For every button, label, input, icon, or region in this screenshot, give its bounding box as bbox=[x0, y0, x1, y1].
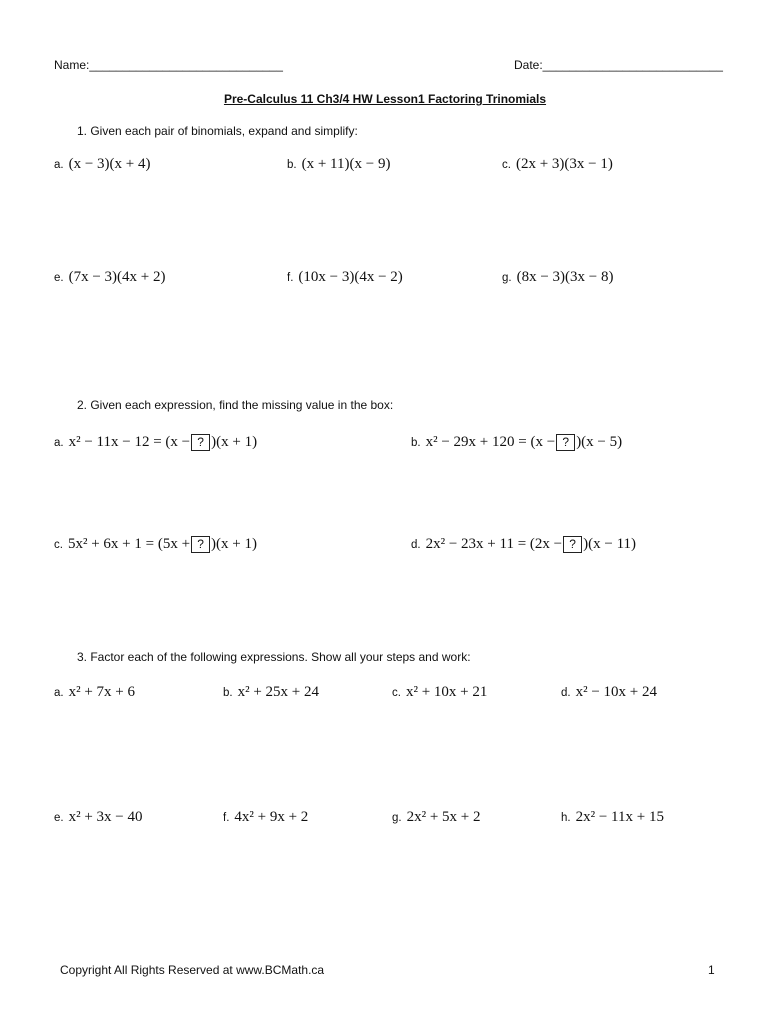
math-expression: (7x − 3)(4x + 2) bbox=[68, 269, 166, 285]
math-expression-lhs: x² − 11x − 12 = (x − bbox=[68, 434, 191, 450]
item-label: a. bbox=[54, 159, 64, 171]
q1-item-e bbox=[54, 269, 166, 286]
item-label: f. bbox=[287, 272, 294, 284]
q2-item-b bbox=[411, 434, 622, 451]
math-expression: 4x² + 9x + 2 bbox=[234, 809, 309, 825]
item-label: d. bbox=[561, 687, 571, 699]
q3-item-d bbox=[561, 684, 657, 701]
q1-item-c bbox=[502, 156, 613, 173]
q2-item-d bbox=[411, 536, 636, 553]
missing-value-box: ? bbox=[563, 536, 582, 553]
item-label: h. bbox=[561, 812, 571, 824]
item-label: b. bbox=[223, 687, 233, 699]
q3-item-g bbox=[392, 809, 481, 826]
q1-item-b bbox=[287, 156, 390, 173]
math-expression-rhs: )(x − 11) bbox=[583, 536, 637, 552]
item-label: d. bbox=[411, 539, 421, 551]
item-label: c. bbox=[54, 539, 63, 551]
date-field-label: Date:___________________________ bbox=[514, 58, 723, 72]
item-label: g. bbox=[392, 812, 402, 824]
math-expression: 2x² + 5x + 2 bbox=[406, 809, 481, 825]
math-expression-rhs: )(x − 5) bbox=[576, 434, 623, 450]
q3-item-c bbox=[392, 684, 487, 701]
q1-item-a bbox=[54, 156, 151, 173]
item-label: c. bbox=[502, 159, 511, 171]
item-label: a. bbox=[54, 437, 64, 449]
math-expression-lhs: x² − 29x + 120 = (x − bbox=[425, 434, 556, 450]
question-1-prompt: 1. Given each pair of binomials, expand and simplify: bbox=[77, 124, 358, 138]
math-expression-rhs: )(x + 1) bbox=[211, 434, 258, 450]
page-title: Pre-Calculus 11 Ch3/4 HW Lesson1 Factoring Trinomials bbox=[223, 92, 547, 106]
math-expression: (x + 11)(x − 9) bbox=[301, 156, 391, 172]
item-label: e. bbox=[54, 272, 64, 284]
math-expression: (10x − 3)(4x − 2) bbox=[298, 269, 403, 285]
item-label: c. bbox=[392, 687, 401, 699]
item-label: b. bbox=[287, 159, 297, 171]
math-expression-lhs: 5x² + 6x + 1 = (5x + bbox=[67, 536, 191, 552]
q3-item-e bbox=[54, 809, 143, 826]
q3-item-b bbox=[223, 684, 319, 701]
q2-item-a bbox=[54, 434, 257, 451]
q1-item-f bbox=[287, 269, 403, 286]
math-expression: 2x² − 11x + 15 bbox=[575, 809, 664, 825]
missing-value-box: ? bbox=[556, 434, 575, 451]
missing-value-box: ? bbox=[191, 434, 210, 451]
question-2-prompt: 2. Given each expression, find the missing value in the box: bbox=[77, 398, 394, 412]
item-label: g. bbox=[502, 272, 512, 284]
math-expression-rhs: )(x + 1) bbox=[211, 536, 257, 552]
math-expression: (x − 3)(x + 4) bbox=[68, 156, 151, 172]
math-expression: x² + 7x + 6 bbox=[68, 684, 136, 700]
math-expression: (2x + 3)(3x − 1) bbox=[515, 156, 613, 172]
math-expression: x² + 10x + 21 bbox=[405, 684, 488, 700]
item-label: a. bbox=[54, 687, 64, 699]
math-expression: x² − 10x + 24 bbox=[575, 684, 658, 700]
q3-item-h bbox=[561, 809, 664, 826]
item-label: f. bbox=[223, 812, 230, 824]
question-3-prompt: 3. Factor each of the following expressions. Show all your steps and work: bbox=[77, 650, 471, 664]
math-expression: x² + 25x + 24 bbox=[237, 684, 320, 700]
page-number: 1 bbox=[708, 963, 715, 977]
item-label: b. bbox=[411, 437, 421, 449]
q1-item-g bbox=[502, 269, 614, 286]
name-field-label: Name:_____________________________ bbox=[54, 58, 283, 72]
copyright-text: Copyright All Rights Reserved at www.BCMath.ca bbox=[60, 963, 325, 977]
math-expression-lhs: 2x² − 23x + 11 = (2x − bbox=[425, 536, 563, 552]
math-expression: x² + 3x − 40 bbox=[68, 809, 143, 825]
item-label: e. bbox=[54, 812, 64, 824]
math-expression: (8x − 3)(3x − 8) bbox=[516, 269, 614, 285]
missing-value-box: ? bbox=[191, 536, 210, 553]
q3-item-a bbox=[54, 684, 135, 701]
q3-item-f bbox=[223, 809, 308, 826]
q2-item-c bbox=[54, 536, 257, 553]
